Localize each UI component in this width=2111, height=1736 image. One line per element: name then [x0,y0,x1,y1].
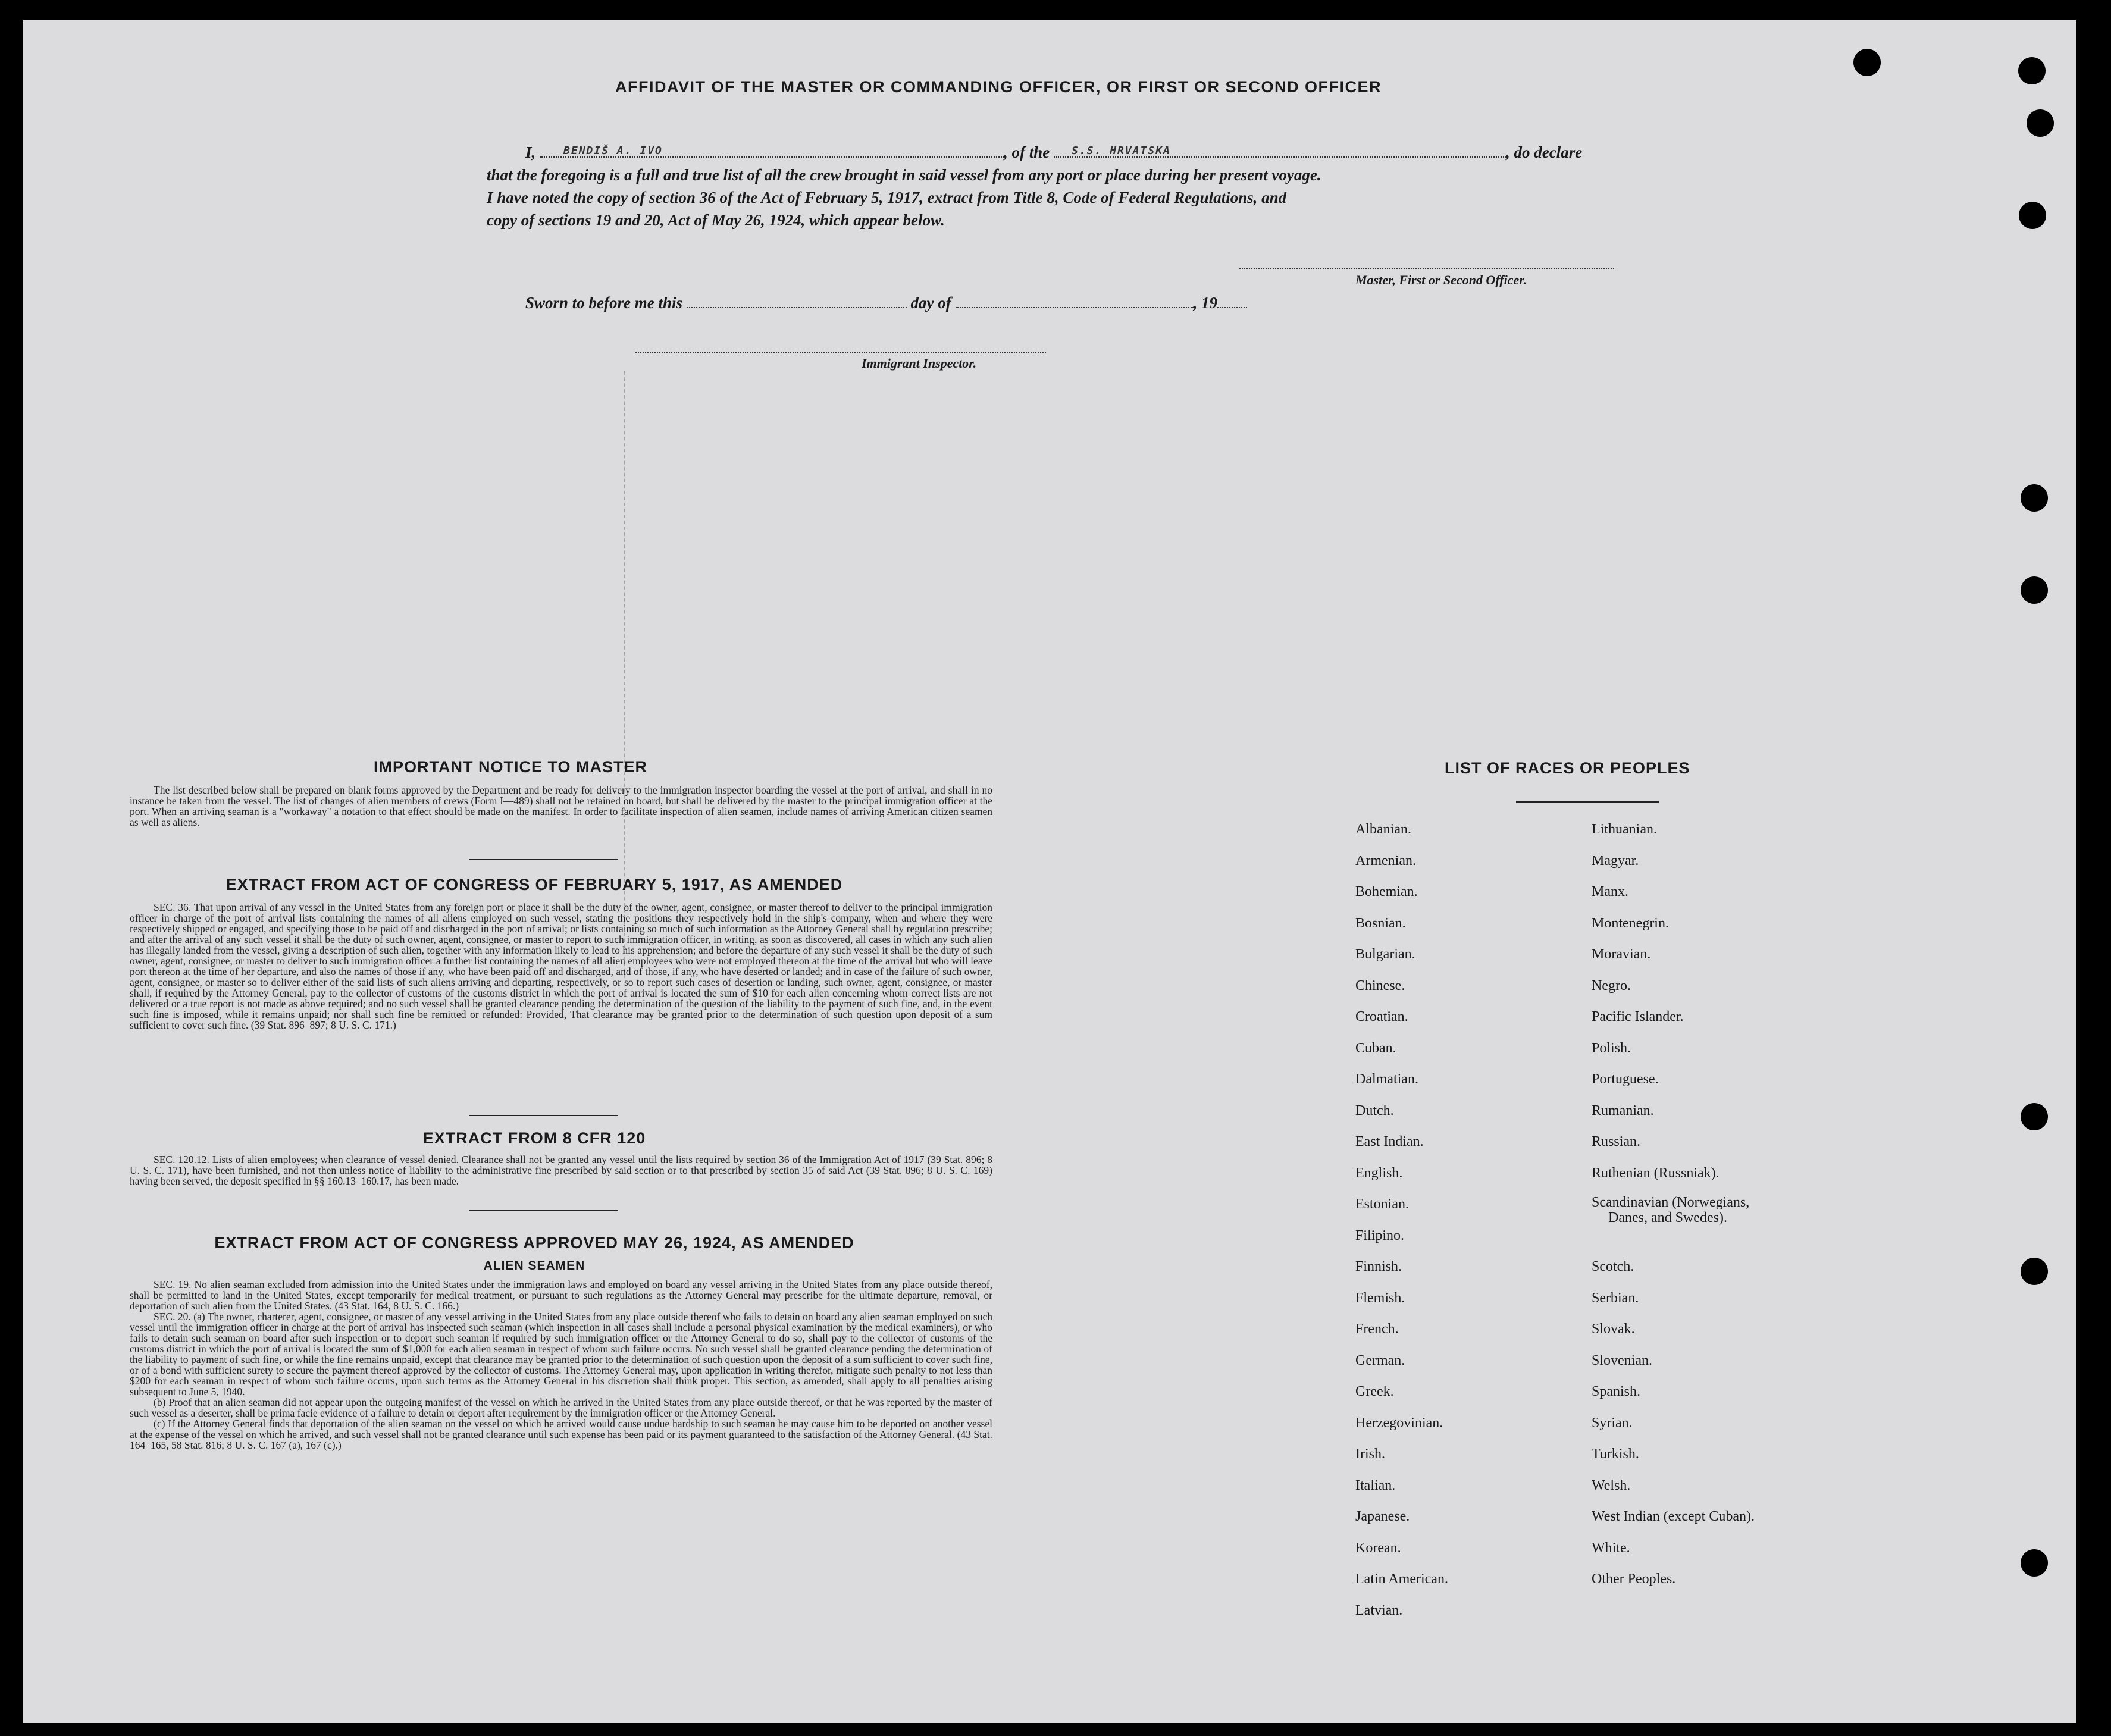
race-item: East Indian. [1355,1134,1424,1149]
race-item: Other Peoples. [1592,1571,1676,1587]
race-item-continuation: Danes, and Swedes). [1608,1210,1727,1226]
races-left-column [1355,814,1448,1626]
punch-hole-1 [1853,49,1881,76]
race-item: Filipino. [1355,1227,1405,1243]
race-item: Japanese. [1355,1509,1410,1524]
race-item: Scandinavian (Norwegians, [1592,1195,1750,1210]
race-item: Lithuanian. [1592,822,1657,837]
race-item: Cuban. [1355,1040,1396,1056]
race-item: German. [1355,1352,1405,1368]
race-item: Negro. [1592,977,1631,994]
race-item: Russian. [1592,1134,1641,1149]
race-item: Rumanian. [1592,1102,1654,1118]
declaration-line-1 [525,141,1644,164]
race-item: Herzegovinian. [1355,1415,1443,1431]
races-right-column [1592,814,1755,1595]
i-label: I, [525,143,536,161]
races-title: LIST OF RACES OR PEOPLES [1445,759,1690,777]
race-item: Dalmatian. [1355,1071,1418,1087]
race-item: Italian. [1355,1477,1396,1493]
race-item: Manx. [1592,884,1628,900]
divider-2 [469,1115,618,1116]
race-item: Bulgarian. [1355,947,1415,962]
race-item: Croatian. [1355,1009,1408,1024]
sworn-line [525,292,1247,314]
race-item-scandinavian [1592,1189,1755,1251]
race-item: Montenegrin. [1592,915,1669,931]
divider-1 [469,859,618,860]
race-item: West Indian (except Cuban). [1592,1509,1755,1524]
race-item: Greek. [1355,1384,1394,1399]
race-item: Polish. [1592,1040,1631,1056]
name-value: BENDIŠ A. IVO [563,145,663,157]
race-item: English. [1355,1165,1403,1181]
name-field[interactable] [540,145,1004,158]
race-item: Ruthenian (Russniak). [1592,1165,1720,1181]
of-the-label: , of the [1004,143,1050,161]
race-item: Scotch. [1592,1259,1634,1274]
day-of-label: day of [910,294,951,312]
punch-hole-7 [2021,1103,2048,1130]
race-item: Portuguese. [1592,1071,1659,1087]
affidavit-title: AFFIDAVIT OF THE MASTER OR COMMANDING OFFICER, OR FIRST OR SECOND OFFICER [615,78,1382,96]
punch-hole-2 [2018,57,2046,84]
punch-hole-9 [2021,1549,2048,1577]
race-item: French. [1355,1321,1399,1337]
extract-cfr-title: EXTRACT FROM 8 CFR 120 [422,1129,646,1147]
races-divider [1516,801,1659,803]
extract-1917-body: SEC. 36. That upon arrival of any vessel in the United States from any foreign port or place it shall be the duty of the owner, agent, consignee, or master thereof to deliver to the principal immigration officer in charge of the port of arrival lists containing the names of all aliens employed on such vessel, stating the positions they respectively hold in the ship's company, when and where they were respectively shipped or engaged, and specifying those to be paid off and discharged in the port of arrival; or lists containing so much of such information as the Attorney General shall by regulation prescribe; and after the arrival of any such vessel it shall be the duty of such owner, agent, consignee, or master to report to such immigration officer, in writing, as soon as discovered, all cases in which any such alien has illegally landed from the vessel, giving a description of such alien, together with any information likely to lead to his apprehension; and before the departure of any such vessel it shall be the duty of such owner, agent, consignee, or master to deliver to such immigration officer a further list containing the names of all alien employees who were not employed thereon at the time of the arrival but who will leave port thereon at the time of her departure, and also the names of those if any, who have been paid off and discharged, and of those, if any, who have deserted or landed; and in case of the failure of such owner, agent, consignee, or master so to deliver either of the said lists of such aliens arriving and departing, respectively, or so to report such cases of desertion or landing, such owner, agent, consignee, or master shall, if required by the Attorney General, pay to the collector of customs of the customs district in which the port of arrival is located the sum of $10 for each alien concerning whom correct lists are not delivered or a true report is not made as above required; and no such vessel shall be granted clearance pending the determination of the question of the liability to the payment of such fine, and, in the event such fine is imposed, while it remains unpaid; nor shall such fine be remitted or refunded: Provided, That clearance may be granted prior to the determination of such question upon deposit of a sum sufficient to cover such fine. (39 Stat. 896–897; 8 U. S. C. 171.) [130,901,992,1031]
race-item: Flemish. [1355,1290,1405,1306]
race-item: Albanian. [1355,822,1411,837]
sec-19-paragraph: SEC. 19. No alien seaman excluded from admission into the United States under the immigration laws and employed on board any vessel arriving in the United States from any place outside thereof, shall be permitted to land in the United States, except temporarily for medical treatment, or pursuant to such regulations as the Attorney General may prescribe for the ultimate departure, removal, or deportation of such alien from the United States. (43 Stat. 164, 8 U. S. C. 166.) [130,1279,992,1312]
race-item: Slovak. [1592,1321,1635,1337]
notice-title: IMPORTANT NOTICE TO MASTER [374,758,647,776]
punch-hole-6 [2021,576,2048,604]
inspector-label: Immigrant Inspector. [862,356,977,371]
extract-1924-body [130,1279,992,1450]
inspector-signature-line[interactable] [635,352,1046,353]
extract-cfr-body: SEC. 120.12. Lists of alien employees; when clearance of vessel denied. Clearance shall not be granted any vessel until the lists required by section 36 of the Immigration Act of 1917 (39 Stat. 896; 8 U. S. C. 171), have been furnished, and not then unless notice of liability to the administrative fine prescribed by said section or to that prescribed by section 35 of said Act (39 Stat. 896; 8 U. S. C. 169) having been served, the deposit specified in §§ 160.13–160.17, has been made. [130,1154,992,1187]
race-item: Latin American. [1355,1571,1448,1587]
race-item: Finnish. [1355,1259,1402,1274]
race-item: Dutch. [1355,1102,1394,1118]
vessel-value: S.S. HRVATSKA [1072,145,1171,157]
sec-20c-paragraph: (c) If the Attorney General finds that deportation of the alien seaman on the vessel on which he arrived would cause undue hardship to such seaman he may cause him to be deported on another vessel at the expense of the vessel on which he arrived, and such vessel shall not be granted clearance until such expense has been paid or its payment guaranteed to the satisfaction of the Attorney General. (43 Stat. 164–165, 58 Stat. 816; 8 U. S. C. 167 (a), 167 (c).) [130,1418,992,1451]
sworn-prefix: Sworn to before me this [525,294,683,312]
race-item: White. [1592,1540,1630,1556]
race-item: Pacific Islander. [1592,1009,1684,1024]
punch-hole-8 [2021,1258,2048,1285]
race-item: Estonian. [1355,1196,1409,1212]
sworn-year-field[interactable] [1217,295,1247,308]
sworn-day-field[interactable] [687,295,907,308]
signature-label: Master, First or Second Officer. [1355,272,1527,287]
sworn-month-field[interactable] [956,295,1194,308]
sec-20a-paragraph: SEC. 20. (a) The owner, charterer, agent, consignee, or master of any vessel arriving in the United States from any place outside thereof who fails to detain on board any alien seaman employed on such vessel until the immigration officer in charge at the port of arrival has inspected such seaman (which inspection in all cases shall include a personal physical examination by the medical examiners), or who fails to detain such seaman on board after such inspection or to deport such seaman if required by such immigration officer or the Attorney General to do so, shall pay to the collector of customs of the customs district in which the port of arrival is located the sum of $1,000 for each alien seaman in respect of whom such failure occurs. No such vessel shall be granted clearance pending the determination of the liability to payment of such fine, or while the fine remains unpaid, except that clearance may be granted prior to the determination of such question upon the deposit of a sum sufficient to cover such fine, or of a bond with sufficient surety to secure the payment thereof approved by the collector of customs. The Attorney General may, upon application in writing therefor, mitigate such penalty to not less than $200 for each seaman in respect of whom such failure occurs, upon such terms as the Attorney General in his discretion shall think proper. This section, as amended, shall apply to all penalties arising subsequent to June 5, 1940. [130,1311,992,1397]
notice-body: The list described below shall be prepared on blank forms approved by the Department and be ready for delivery to the immigration inspector boarding the vessel at the port of arrival, and shall in no instance be taken from the vessel. The list of changes of alien members of crews (Form I—489) shall not be retained on board, but shall be delivered by the master to the principal immigration officer at the port. When an arriving seaman is a "workaway" a notation to that effect should be made on the manifest. In order to facilitate inspection of alien seamen, include names of arriving American citizen seamen as well as aliens. [130,784,992,828]
divider-3 [469,1210,618,1211]
declaration-line-3: I have noted the copy of section 36 of the Act of February 5, 1917, extract from Title 8, Code of Federal Regulations, and [487,189,1287,206]
race-item: Slovenian. [1592,1352,1652,1368]
race-item: Turkish. [1592,1446,1639,1462]
race-item: Serbian. [1592,1290,1639,1306]
race-item: Bosnian. [1355,915,1406,931]
race-item: Syrian. [1592,1415,1633,1431]
punch-hole-5 [2021,484,2048,512]
race-item: Chinese. [1355,977,1405,994]
race-item: Armenian. [1355,853,1416,869]
race-item: Welsh. [1592,1477,1631,1493]
punch-hole-3 [2027,109,2054,137]
vessel-field[interactable] [1054,145,1506,158]
race-item: Moravian. [1592,947,1651,962]
race-item: Spanish. [1592,1384,1641,1399]
extract-1924-title: EXTRACT FROM ACT OF CONGRESS APPROVED MAY 26, 1924, AS AMENDED [214,1234,854,1252]
document-page [23,20,2076,1723]
extract-1924-subtitle: ALIEN SEAMEN [483,1259,585,1273]
do-declare-label: , do declare [1506,143,1583,161]
signature-line[interactable] [1239,268,1614,269]
declaration-line-2: that the foregoing is a full and true list of all the crew brought in said vessel from any port or place during her present voyage. [487,166,1321,184]
extract-1917-title: EXTRACT FROM ACT OF CONGRESS OF FEBRUARY 5, 1917, AS AMENDED [225,876,843,894]
sec-20b-paragraph: (b) Proof that an alien seaman did not appear upon the outgoing manifest of the vessel on which he arrived in the United States from any place outside thereof, or that he was reported by the master of such vessel as a deserter, shall be prima facie evidence of a failure to detain or deport after requirement by the immigration officer or the Attorney General. [130,1396,992,1419]
declaration-line-4: copy of sections 19 and 20, Act of May 26, 1924, which appear below. [487,211,945,229]
race-item: Irish. [1355,1446,1385,1462]
race-item: Korean. [1355,1540,1401,1556]
race-item: Bohemian. [1355,884,1418,900]
race-item: Magyar. [1592,853,1639,869]
race-item: Latvian. [1355,1602,1403,1618]
punch-hole-4 [2019,202,2046,229]
year-prefix: , 19 [1193,294,1218,312]
